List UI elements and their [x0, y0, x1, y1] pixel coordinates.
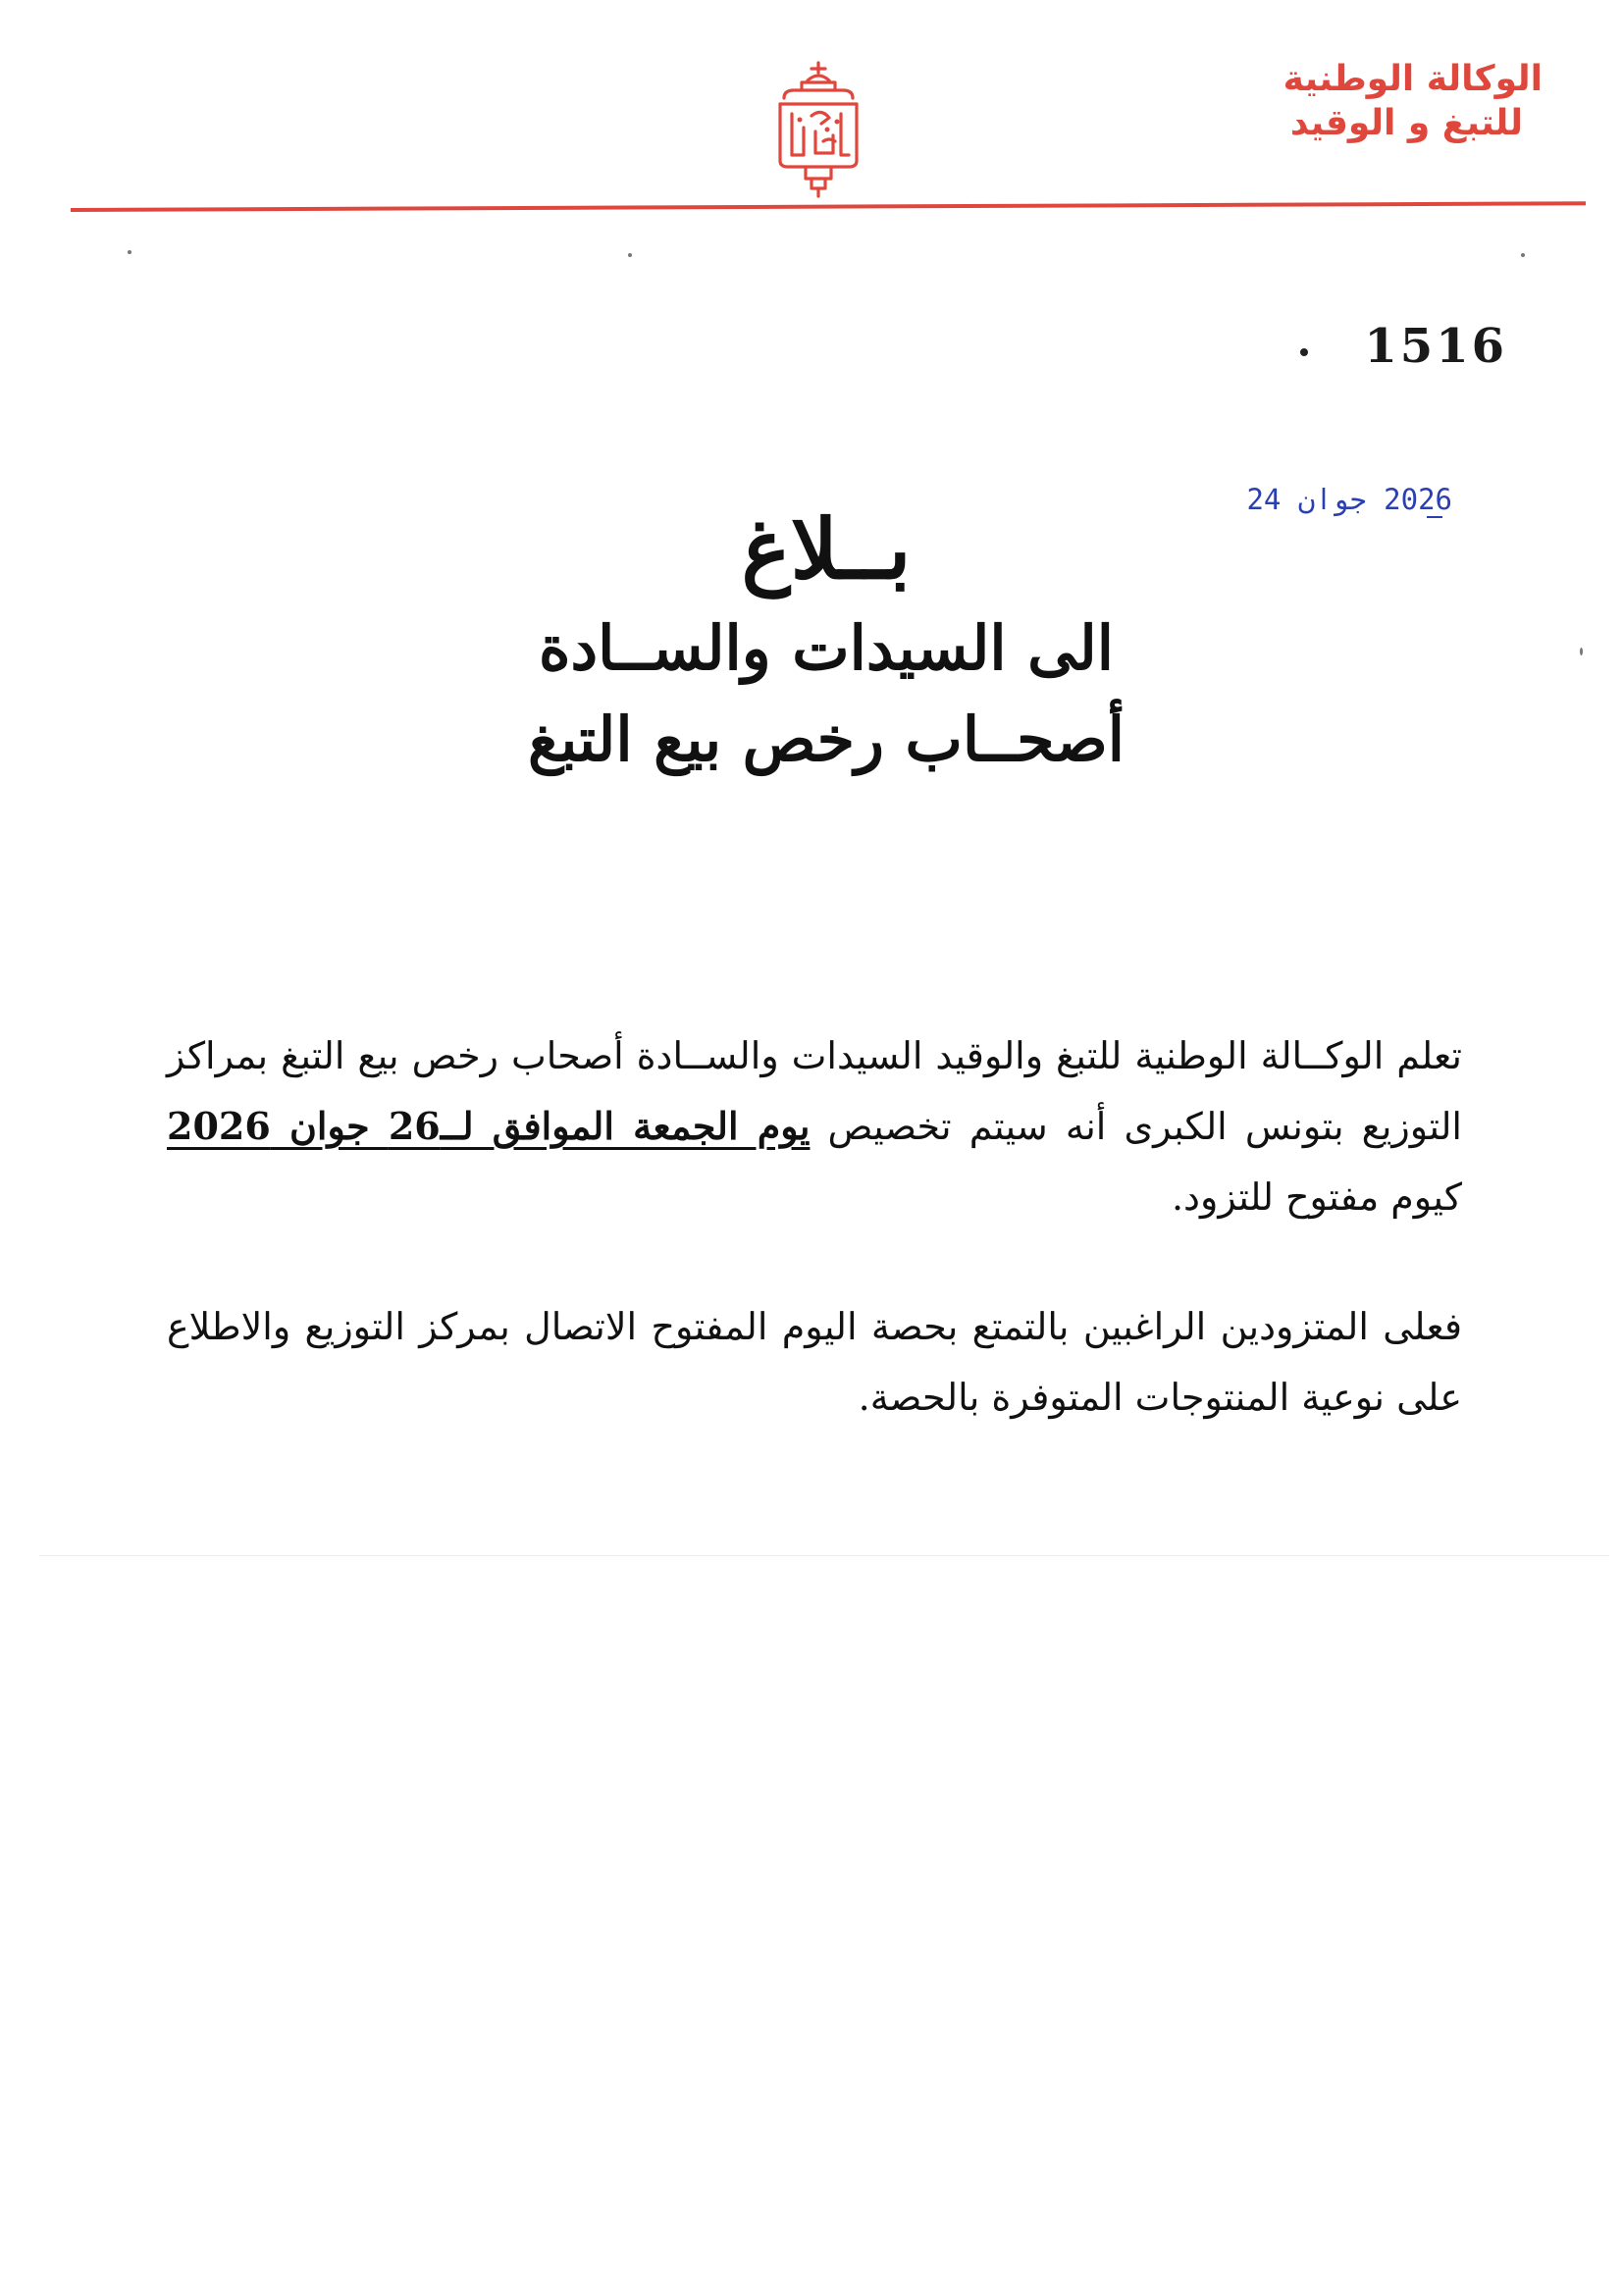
- scan-speck: [1580, 648, 1583, 655]
- open-day-date: يوم الجمعة الموافق لــ26 جوان 2026: [167, 1104, 811, 1148]
- header-divider: [71, 201, 1586, 212]
- scan-speck: [628, 253, 632, 257]
- scan-speck: [1521, 253, 1525, 257]
- agency-name-line1: الوكالة الوطنية: [1283, 59, 1543, 99]
- notice-title: بــلاغ: [741, 500, 912, 598]
- notice-addressee-line1: الى السيدات والســادة: [539, 612, 1114, 685]
- notice-addressee-line2: أصحــاب رخص بيع التبغ: [528, 704, 1125, 776]
- reference-dot: [1300, 348, 1308, 356]
- scan-speck: [128, 250, 131, 254]
- date-stamp-text: 2026 جوان 24: [1246, 483, 1452, 516]
- body-paragraph-1-part2: كيوم مفتوح للتزود.: [1171, 1175, 1462, 1219]
- body-paragraph-1: [167, 1020, 1462, 1232]
- arabic-calligraphy-emblem-icon: [772, 59, 864, 198]
- body-paragraph-2: فعلى المتزودين الراغبين بالتمتع بحصة اليوم المفتوح الاتصال بمركز التوزيع والاطلاع على نوعية المنتوجات المتوفرة بالحصة.: [167, 1305, 1462, 1419]
- agency-name: [1189, 57, 1543, 145]
- notice-body: [167, 1020, 1462, 1491]
- notice-titles: [0, 496, 1623, 785]
- body-paragraph-1-part1: تعلم الوكــالة الوطنية للتبغ والوقيد السيدات والســادة أصحاب رخص بيع التبغ بمراكز التوزيع بتونس الكبرى أنه سيتم تخصيص: [167, 1034, 1462, 1148]
- reference-number: 1516: [1364, 319, 1507, 374]
- scan-artifact-line: [39, 1555, 1609, 1556]
- agency-name-line2: للتبغ و الوقيد: [1289, 103, 1523, 143]
